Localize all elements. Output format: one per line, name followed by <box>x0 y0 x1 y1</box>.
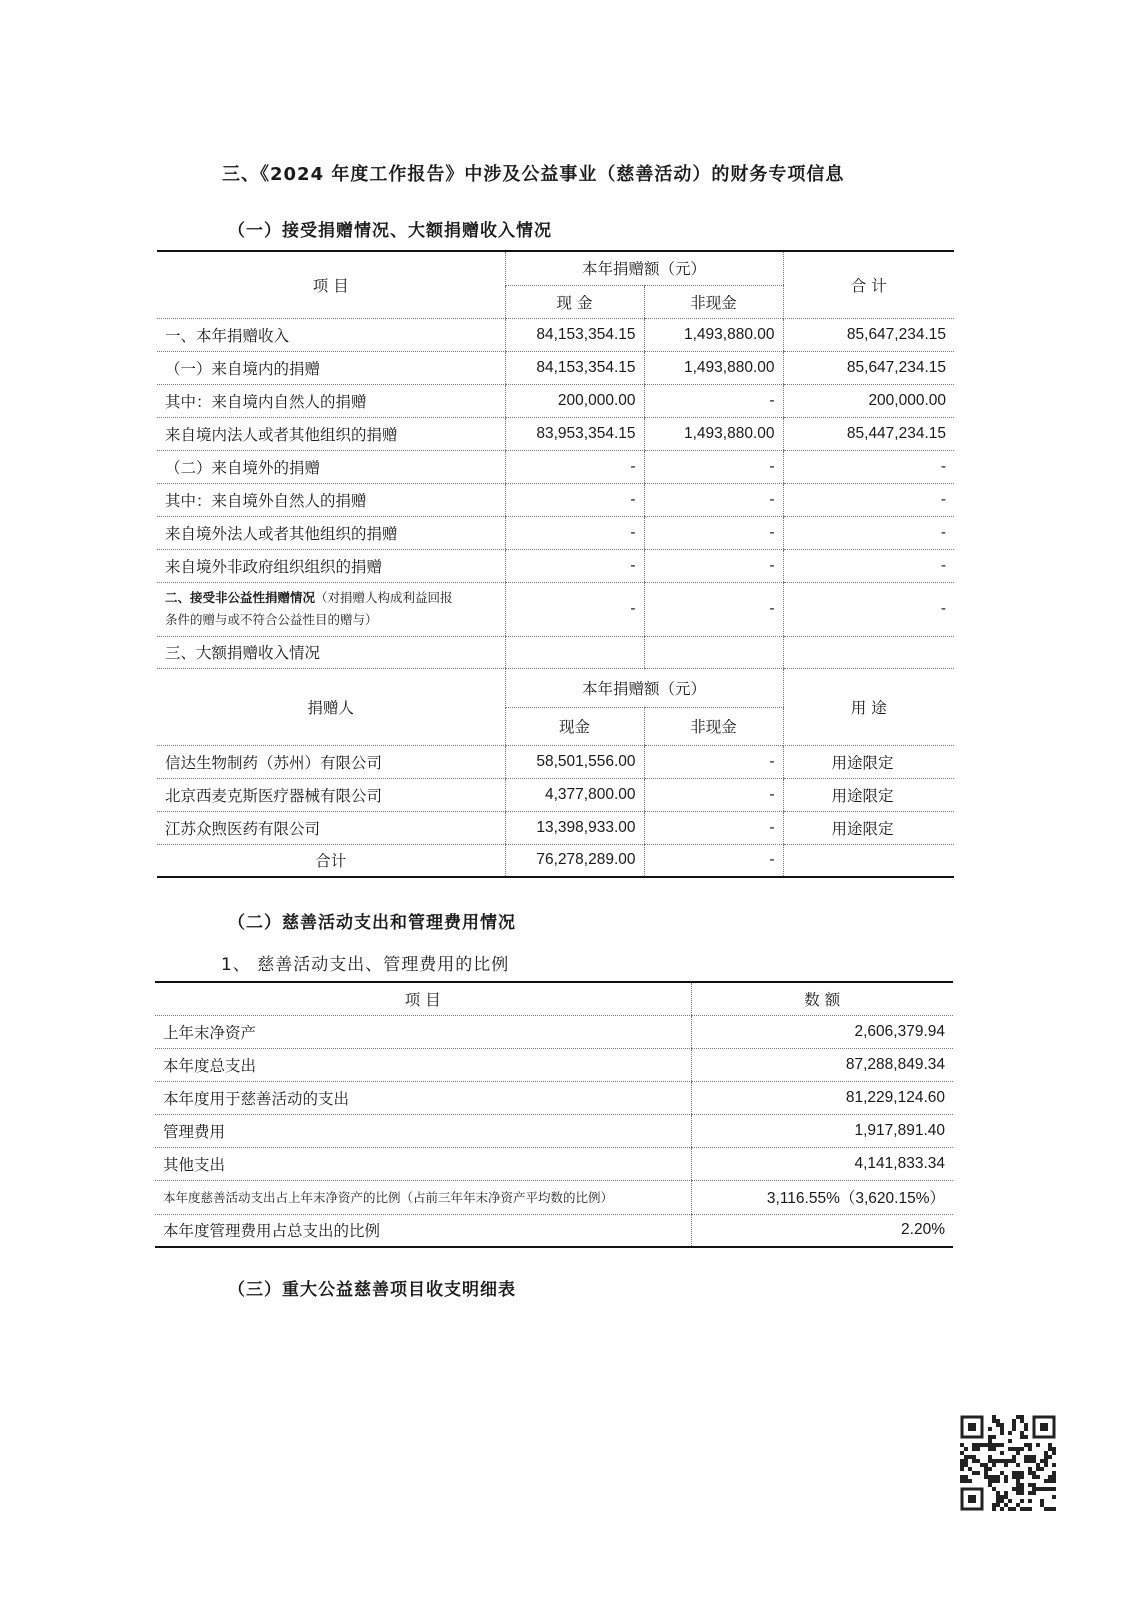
donor-name: 江苏众煦医药有限公司 <box>157 811 505 844</box>
table-row <box>155 1114 953 1147</box>
nonpublic-label <box>157 582 505 636</box>
donor-name: 北京西麦克斯医疗器械有限公司 <box>157 778 505 811</box>
table-row <box>157 318 954 351</box>
row-noncash: - <box>644 450 783 483</box>
row-total: - <box>783 516 954 549</box>
row-noncash: - <box>644 778 783 811</box>
row-use: 用途限定 <box>783 745 954 778</box>
row-label: 本年度用于慈善活动的支出 <box>155 1081 691 1114</box>
row-noncash: - <box>644 582 783 636</box>
row-noncash: - <box>644 549 783 582</box>
row-label: 本年度总支出 <box>155 1048 691 1081</box>
row-label: 其他支出 <box>155 1147 691 1180</box>
nonpublic-label-note: （对捐赠人构成利益回报 <box>315 590 453 605</box>
row-value: 87,288,849.34 <box>691 1048 953 1081</box>
row-noncash: - <box>644 384 783 417</box>
row-noncash: - <box>644 516 783 549</box>
header-noncash: 非现金 <box>644 707 783 745</box>
row-value: 3,116.55%（3,620.15%） <box>691 1180 953 1214</box>
header-donor: 捐赠人 <box>157 668 505 745</box>
row-value: 4,141,833.34 <box>691 1147 953 1180</box>
table-row <box>155 1180 953 1214</box>
nonpublic-label-note: 条件的赠与或不符合公益性目的赠与） <box>165 612 378 627</box>
row-label: 本年度慈善活动支出占上年末净资产的比例（占前三年年末净资产平均数的比例） <box>155 1180 691 1214</box>
row-label: 上年末净资产 <box>155 1015 691 1048</box>
table-row <box>155 1214 953 1247</box>
table-row <box>155 1015 953 1048</box>
row-noncash: - <box>644 844 783 877</box>
header-this-year: 本年捐赠额（元） <box>505 251 783 285</box>
header-use: 用 途 <box>783 668 954 745</box>
header-total: 合 计 <box>783 251 954 318</box>
qr-code-image <box>960 1415 1056 1511</box>
row-noncash: - <box>644 483 783 516</box>
table-row <box>157 778 954 811</box>
row-noncash: - <box>644 811 783 844</box>
row-label: 管理费用 <box>155 1114 691 1147</box>
section1-title: （一）接受捐赠情况、大额捐赠收入情况 <box>228 221 552 241</box>
row-noncash: 1,493,880.00 <box>644 318 783 351</box>
row-label: 来自境外非政府组织组织的捐赠 <box>157 549 505 582</box>
expenditure-table <box>155 981 953 1248</box>
row-cash: - <box>505 483 644 516</box>
table-row <box>155 1081 953 1114</box>
row-cash: - <box>505 582 644 636</box>
total-label: 合计 <box>315 852 347 871</box>
row-cash: 58,501,556.00 <box>505 745 644 778</box>
page-heading: 三、《2024 年度工作报告》中涉及公益事业（慈善活动）的财务专项信息 <box>222 164 845 185</box>
section2-title: （二）慈善活动支出和管理费用情况 <box>228 913 516 933</box>
donor-name: 信达生物制药（苏州）有限公司 <box>157 745 505 778</box>
row-value: 2.20% <box>691 1214 953 1247</box>
donation-table <box>157 250 954 878</box>
row-cash: - <box>505 549 644 582</box>
row-noncash: - <box>644 745 783 778</box>
header-this-year: 本年捐赠额（元） <box>505 668 783 707</box>
row-use: 用途限定 <box>783 811 954 844</box>
table-row <box>157 844 954 877</box>
header-noncash: 非现金 <box>644 285 783 318</box>
row-cash: 13,398,933.00 <box>505 811 644 844</box>
header-item: 项 目 <box>157 251 505 318</box>
row-value: 2,606,379.94 <box>691 1015 953 1048</box>
row-cash: 200,000.00 <box>505 384 644 417</box>
row-cash: 76,278,289.00 <box>505 844 644 877</box>
row-total: 85,647,234.15 <box>783 351 954 384</box>
header-cash: 现 金 <box>505 285 644 318</box>
table-row <box>157 450 954 483</box>
row-cash: - <box>505 450 644 483</box>
row-total: 85,447,234.15 <box>783 417 954 450</box>
row-total: - <box>783 450 954 483</box>
section3-title: （三）重大公益慈善项目收支明细表 <box>228 1280 516 1300</box>
row-label: 来自境外法人或者其他组织的捐赠 <box>157 516 505 549</box>
table-row <box>157 384 954 417</box>
large-title: 三、大额捐赠收入情况 <box>157 636 505 668</box>
row-label: 其中：来自境内自然人的捐赠 <box>157 384 505 417</box>
table-row <box>155 1147 953 1180</box>
row-label: 一、本年捐赠收入 <box>157 318 505 351</box>
header-cash: 现金 <box>505 707 644 745</box>
row-total: - <box>783 582 954 636</box>
row-cash: 4,377,800.00 <box>505 778 644 811</box>
table-row <box>157 582 954 636</box>
row-label: （一）来自境内的捐赠 <box>157 351 505 384</box>
nonpublic-label-bold: 二、接受非公益性捐赠情况 <box>165 590 316 605</box>
row-value: 81,229,124.60 <box>691 1081 953 1114</box>
table-row <box>157 549 954 582</box>
table-row <box>155 1048 953 1081</box>
row-cash: 84,153,354.15 <box>505 351 644 384</box>
table-row <box>157 516 954 549</box>
row-total: - <box>783 549 954 582</box>
row-label: （二）来自境外的捐赠 <box>157 450 505 483</box>
section2-subtitle: 1、 慈善活动支出、管理费用的比例 <box>221 955 510 975</box>
row-total: 200,000.00 <box>783 384 954 417</box>
table-row <box>157 417 954 450</box>
table-row <box>157 745 954 778</box>
row-use: 用途限定 <box>783 778 954 811</box>
row-noncash: 1,493,880.00 <box>644 417 783 450</box>
table-row <box>157 811 954 844</box>
row-cash: 84,153,354.15 <box>505 318 644 351</box>
row-label: 其中：来自境外自然人的捐赠 <box>157 483 505 516</box>
row-label: 本年度管理费用占总支出的比例 <box>163 1222 381 1241</box>
row-total: - <box>783 483 954 516</box>
table-row <box>157 483 954 516</box>
row-value: 1,917,891.40 <box>691 1114 953 1147</box>
row-cash: - <box>505 516 644 549</box>
table-row <box>157 351 954 384</box>
header-amount: 数 额 <box>691 982 953 1015</box>
row-cash: 83,953,354.15 <box>505 417 644 450</box>
header-item: 项 目 <box>155 982 691 1015</box>
row-noncash: 1,493,880.00 <box>644 351 783 384</box>
row-total: 85,647,234.15 <box>783 318 954 351</box>
row-label: 来自境内法人或者其他组织的捐赠 <box>157 417 505 450</box>
table-row <box>157 636 954 668</box>
